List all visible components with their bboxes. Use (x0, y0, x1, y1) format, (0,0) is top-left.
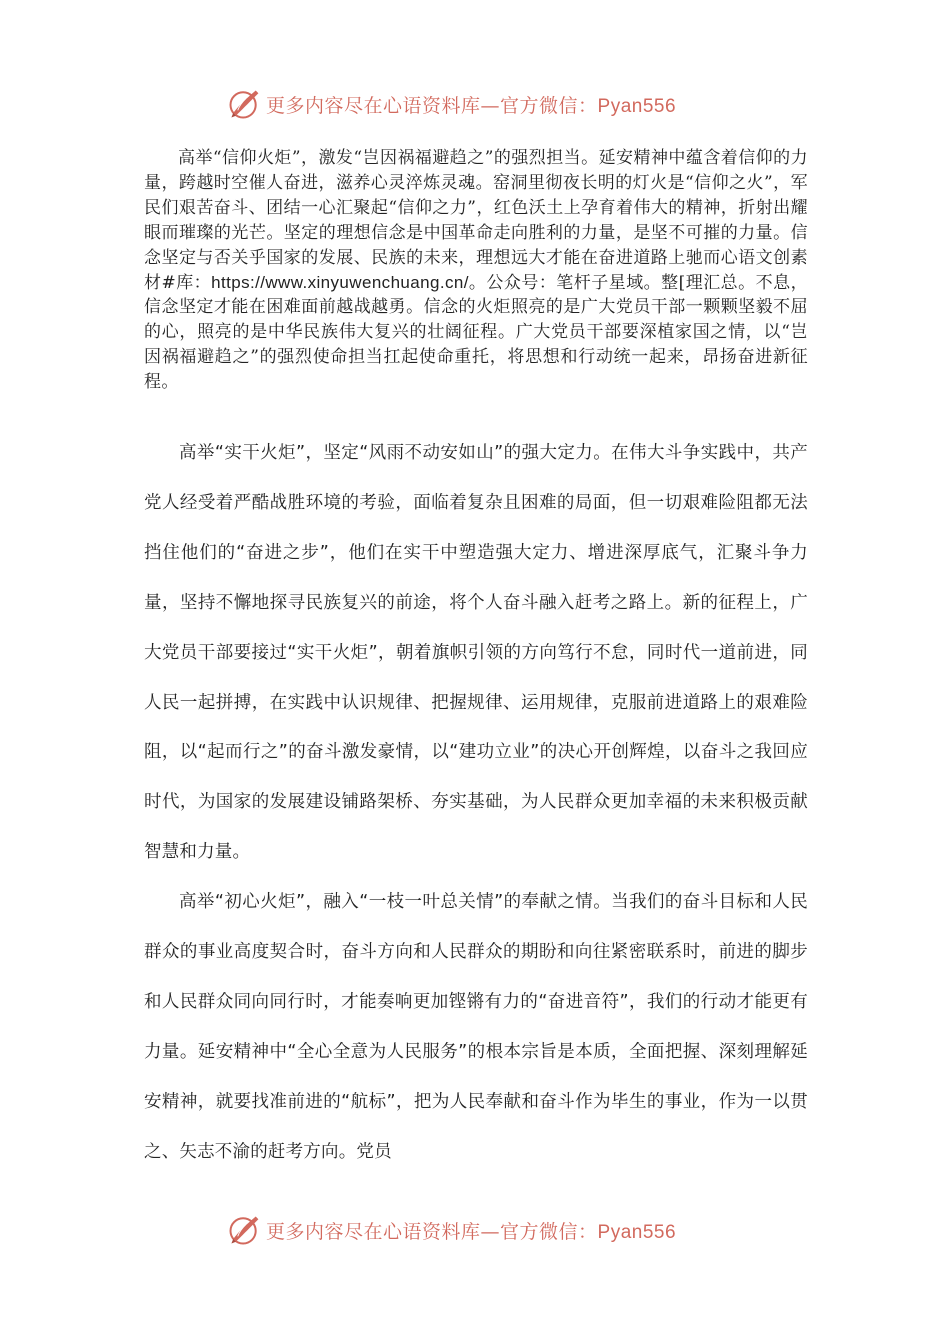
paragraph-faith-torch-text-b: 。公众号：笔杆子星域。整[理汇总。不息，信念坚定才能在困难面前越战越勇。信念的火炬照亮的是广大党员干部一颗颗坚毅不屈的心，照亮的是中华民族伟大复兴的壮阔征程。广大党员干部要深植家国之情，以“岂因祸福避趋之”的强烈使命担当扛起使命重托，将思想和行动统一起来，昂扬奋进新征程。 (144, 272, 808, 393)
header-watermark-banner (226, 84, 726, 124)
paragraph-practice-torch: 高举“实干火炬”，坚定“风雨不动安如山”的强大定力。在伟大斗争实践中，共产党人经受着严酷战胜环境的考验，面临着复杂且困难的局面，但一切艰难险阻都无法挡住他们的“奋进之步”，他们在实干中塑造强大定力、增进深厚底气，汇聚斗争力量，坚持不懈地探寻民族复兴的前途，将个人奋斗融入赶考之路上。新的征程上，广大党员干部要接过“实干火炬”，朝着旗帜引领的方向笃行不怠，同时代一道前进，同人民一起拼搏，在实践中认识规律、把握规律、运用规律，克服前进道路上的艰难险阻，以“起而行之”的奋斗激发豪情，以“建功立业”的决心开创辉煌，以奋斗之我回应时代，为国家的发展建设铺路架桥、夯实基础，为人民群众更加幸福的未来积极贡献智慧和力量。 (144, 443, 808, 863)
banner-label: 更多内容尽在心语资料库—官方微信： (266, 94, 598, 117)
paragraph-faith-torch (144, 146, 808, 395)
banner-wechat-handle: Pyan556 (597, 1221, 677, 1243)
fountain-pen-logo-icon (226, 1212, 262, 1248)
banner-label: 更多内容尽在心语资料库—官方微信： (266, 1220, 598, 1243)
body-text (144, 429, 808, 1178)
paragraph-original-heart-torch: 高举“初心火炬”，融入“一枝一叶总关情”的奉献之情。当我们的奋斗目标和人民群众的事业高度契合时，奋斗方向和人民群众的期盼和向往紧密联系时，前进的脚步和人民群众同向同行时，才能奏响更加铿锵有力的“奋进音符”，我们的行动才能更有力量。延安精神中“全心全意为人民服务”的根本宗旨是本质，全面把握、深刻理解延安精神，就要找准前进的“航标”，把为人民奉献和奋斗作为毕生的事业，作为一以贯之、矢志不渝的赶考方向。党员 (144, 892, 808, 1162)
footer-watermark-banner (226, 1210, 726, 1250)
paragraph-faith-torch-text-a: 高举“信仰火炬”，激发“岂因祸福避趋之”的强烈担当。延安精神中蕴含着信仰的力量，跨越时空催人奋进，滋养心灵淬炼灵魂。窑洞里彻夜长明的灯火是“信仰之火”，军民们艰苦奋斗、团结一心汇聚起“信仰之力”，红色沃土上孕育着伟大的精神，折射出耀眼而璀璨的光芒。坚定的理想信念是中国革命走向胜利的力量，是坚不可摧的力量。信念坚定与否关乎国家的发展、民族的未来，理想远大才能在奋进道路上驰而心语文创素材#库： (144, 148, 808, 293)
fountain-pen-logo-icon (226, 86, 262, 122)
banner-wechat-handle: Pyan556 (597, 95, 677, 117)
paragraph-faith-torch-url: https://www.xinyuwenchuang.cn/ (211, 272, 469, 292)
